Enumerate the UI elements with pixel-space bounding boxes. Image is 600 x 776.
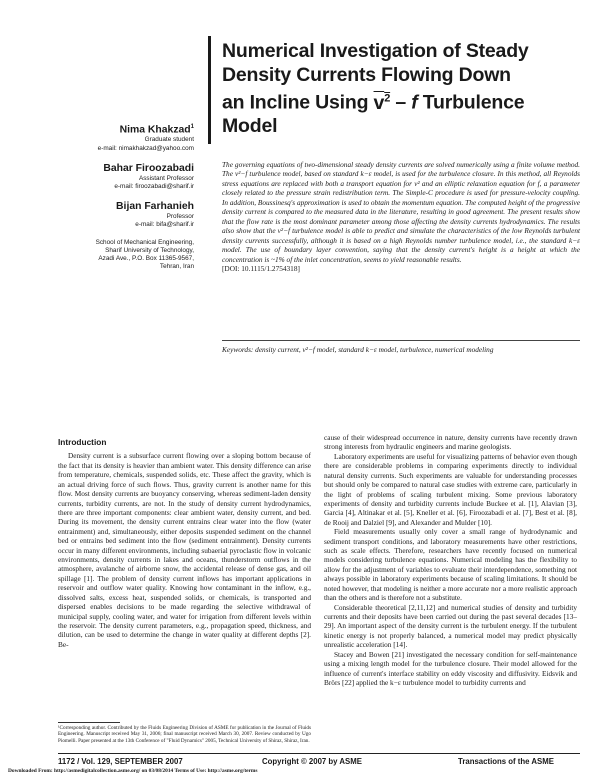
footer-page-info: 1172 / Vol. 129, SEPTEMBER 2007 [58,757,183,766]
keywords: Keywords: density current, v²−f model, standard k−ε model, turbulence, numerical modeling [222,345,494,354]
footer-journal: Transactions of the ASME [458,757,554,766]
download-notice: Downloaded From: http://asmedigitalcollection.asme.org/ on 03/08/2014 Terms of Use: http://asme.org/terms [8,768,258,774]
footnote: ¹Corresponding author. Contributed by the Fluids Engineering Division of ASME for publication in the Journal of Fluids Engineering. Manuscript received May 31, 2006; final manuscript received March 30, 2007. Review conducted by Ugo Piomelli. Paper presented at the 13th Conference of "Fluid Dynamics" 2005, Technical University of Shiraz, Shiraz, Iran. [58,725,311,744]
left-column [58,438,311,649]
affiliation-line: School of Mechanical Engineering, [95,238,194,246]
paragraph: Stacey and Bowen [21] investigated the necessary condition for self-maintenance using a mixing length model for the turbulence closure. Their model allowed for the influence of current's interface stability on eddy viscosity and diffusivity. Eidsvik and Brörs [22] applied the k−ε turbulence model to turbidity currents and [324,649,577,687]
affiliation-line: Sharif University of Technology, [105,246,194,254]
title-line-1: Numerical Investigation of Steady [222,40,529,62]
author-name: Bahar Firoozabadi [103,162,194,174]
author-2 [0,162,194,191]
author-name-text: Nima Khakzad [119,124,191,136]
paragraph: cause of their widespread occurrence in nature, density currents have recently drawn strong interests from hydraulic engineers and marine geologists. [324,433,577,452]
abstract-rule [222,340,580,341]
abstract-text: The governing equations of two-dimensional steady density currents are solved numerically using a finite volume method. The v²−f turbulence model, based on standard k−ε model, is used for the turbulence closure. In this method, all Reynolds stress equations are replaced with both a transport equation for v² and an elliptic relaxation equation for f, a parameter closely related to the pressure strain redistribution term. The Simple-C procedure is used for pressure-velocity coupling. In addition, Boussinesq's approximation is used to obtain the momentum equation. The computed height of the progressive density current is compared to the measured data in the literature, resulting in good agreement. The present results show that the flow rate is the most dominant parameter among those affecting the density currents hydrodynamics. The results also show that the v²−f turbulence model is able to predict and simulate the characteristics of the low Reynolds turbulent density currents successfully, although it is based on a high Reynolds number turbulence model, i.e., the standard k−ε model. The use of boundary layer convention, saying that the density current's height is a height at which the concentration is ~1% of the inlet concentration, seems to yield reasonable results. [222,160,580,264]
paper-title [222,40,582,139]
title-line-4: Model [222,115,278,138]
author-sup: 1 [190,124,194,130]
title-rule [208,36,211,144]
author-role: Professor [166,213,194,221]
title-v-symbol [374,92,391,114]
doi: [DOI: 10.1115/1.2754318] [222,263,300,273]
footnote-rule [58,722,120,723]
abstract [222,160,580,273]
title-v: v [373,91,385,114]
title-line-3 [222,87,582,115]
title-f: f [411,91,418,114]
author-email: e-mail: nimakhakzad@yahoo.com [97,144,194,152]
author-name: Bijan Farhanieh [116,201,194,213]
footer-rule [58,753,580,754]
affiliation-line: Tehran, Iran [159,263,194,271]
title-line-2: Density Currents Flowing Down [222,63,511,86]
affiliation [0,239,194,272]
author-email: e-mail: firoozabadi@sharif.ir [114,183,194,191]
paragraph: Density current is a subsurface current flowing over a sloping bottom because of the fact that its density is heavier than ambient water. This density difference can arise from temperature, chemicals, suspended solids, etc. These affect the gravity, which is an actual driving force of such flows. Thus, gravity current is another name for this flow. Most density currents are buoyancy conserving, whereas sediment-laden density currents, turbidity currents, are not. In the study of density current hydrodynamics, there are three important components: clear ambient water, density current, and bed. During its movement, the density current entrains clear water into the flow (water entrainment) and, simultaneously, either deposits suspended sediment on the channel bed or entrains bed sediment into the flow (sediment entrainment). Density currents occur in many different environments, including subaerial pyroclastic flow in volcanic environments, density currents in lakes and oceans, thunderstorm outflows in the atmosphere, avalanche of airborne snow, the accidental release of dense gas, and oil spillage [1]. The problem of density current inflows has important applications in reservoir and outflow water quality. Knowing how contaminant in the inflow, e.g., dissolved salts, excess heat, suspended solids, or chemicals, is transported and dispersed enables decisions to be made regarding the selective withdrawal of municipal supply, cooling water, and water for irrigation from different levels within the reservoir. The density current parameters, e.g., propagation speed, thickness, and dilution, can be used to determine the change in water quality at different depths [2]. Be- [58,451,311,649]
title-v-sup: 2 [384,92,391,105]
title-line-3-text: an Incline Using [222,91,374,114]
right-column [324,433,577,687]
author-1 [0,121,194,153]
title-line-3-end: Turbulence [417,91,525,114]
paragraph: Laboratory experiments are useful for visualizing patterns of behavior even though there are considerable problems in comparing experiments directly to individual natural density currents. Such experiments are valuable for understanding processes but should only be compared to natural case studies with extreme care, particularly in the light of problems of scaling turbulent mixing. Some previous laboratory experiments of density and turbidity currents include Buckee et al. [1], Alavian [3], Garcia [4], Altinakar et al. [5], Kneller et al. [6], Firoozabadi et al. [7], Best et al. [8], de Rooij and Dalziel [9], and Alexander and Mulder [10]. [324,451,577,527]
author-list [0,121,194,272]
author-role: Graduate student [144,136,194,144]
section-heading: Introduction [58,437,107,447]
footer-copyright: Copyright © 2007 by ASME [262,757,362,766]
author-name [0,121,194,136]
paragraph: Considerable theoretical [2,11,12] and numerical studies of density and turbidity currents and their deposits have been carried out during the past several decades [13–29]. An important aspect of the density current is the turbulent energy. If the turbulent kinetic energy is not properly balanced, a numerical model may predict physically unrealistic acceleration [14]. [324,602,577,650]
author-email: e-mail: bifa@sharif.ir [135,221,194,229]
author-3 [0,200,194,229]
paragraph: Field measurements usually only cover a small range of hydrodynamic and sediment transport conditions, and laboratory measurements have other restrictions, such as scale effects. Therefore, researchers have recently focused on numerical models considering turbulence equations. Numerical modeling has the flexibility to allow for the adjustment of variables to evaluate their interdependence, something not always possible in laboratory experiments because of scaling limitations. It should be noted however, that modeling is neither a more accurate nor a more realistic approach than the others and is therefore not a substitute. [324,527,577,603]
title-dash: – [390,91,412,114]
author-role: Assistant Professor [138,174,194,182]
affiliation-line: Azadi Ave., P.O. Box 11365-9567, [98,255,194,263]
